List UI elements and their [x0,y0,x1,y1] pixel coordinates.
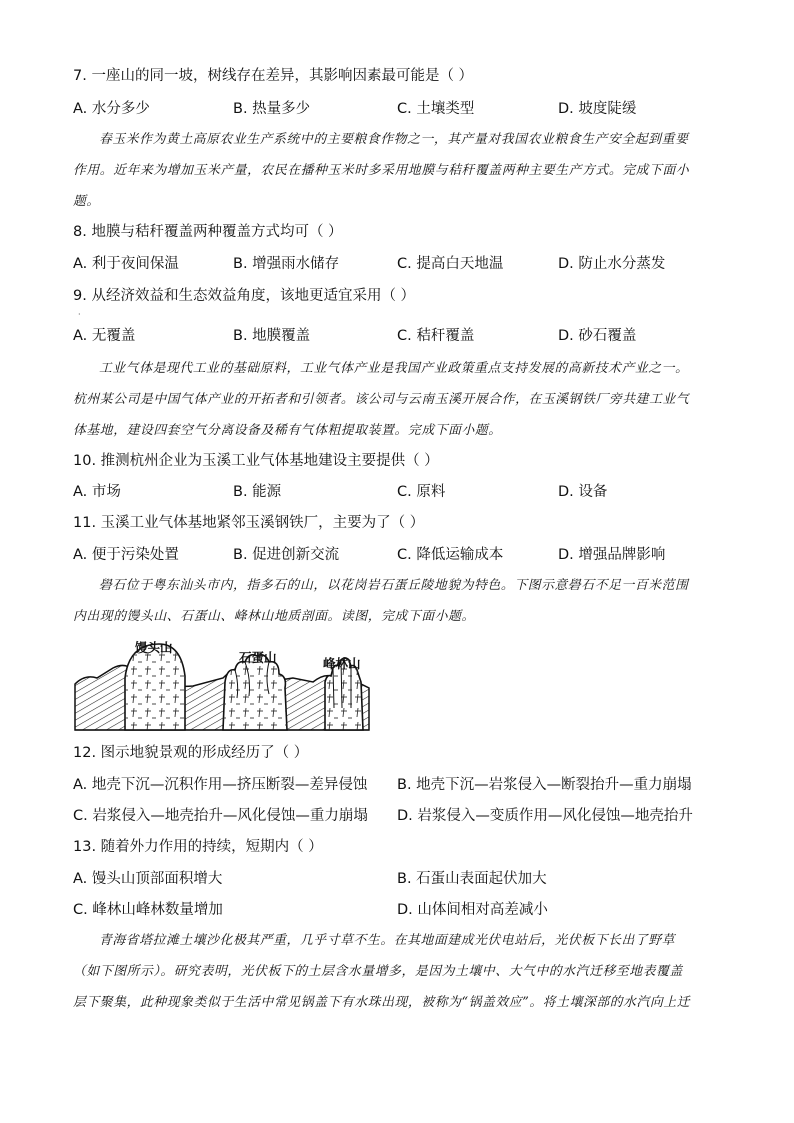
option-c: C. 秸秆覆盖 [397,328,475,344]
option-a: A. 地壳下沉—沉积作用—挤压断裂—差异侵蚀 [73,777,368,793]
passage-line: 体基地，建设四套空气分离设备及稀有气体粗提取装置。完成下面小题。 [73,423,502,438]
passage-industrial-gas [73,353,723,446]
passage-line: 内出现的馒头山、石蛋山、峰林山地质剖面。读图，完成下面小题。 [73,609,475,624]
option-a: A. 无覆盖 [73,328,136,344]
question-9-options [73,326,753,346]
option-b: B. 地膜覆盖 [233,328,311,344]
option-b: B. 增强雨水储存 [233,256,340,272]
profile-drawing [73,638,373,736]
option-c: C. 提高白天地温 [397,256,504,272]
passage-line: 杭州某公司是中国气体产业的开拓者和引领者。该公司与云南玉溪开展合作，在玉溪钢铁厂旁共建工业气 [73,392,690,407]
option-b: B. 石蛋山表面起伏加大 [397,871,547,887]
question-11-stem: 11. 玉溪工业气体基地紧邻玉溪钢铁厂，主要为了（ ） [73,515,425,531]
option-a: A. 便于污染处置 [73,547,179,563]
option-c: C. 峰林山峰林数量增加 [73,902,223,918]
option-d: D. 岩浆侵入—变质作用—风化侵蚀—地壳抬升 [397,808,693,824]
question-7-stem: 7. 一座山的同一坡，树线存在差异，其影响因素最可能是（ ） [73,68,474,84]
option-b: B. 能源 [233,484,282,500]
passage-line: 作用。近年来为增加玉米产量，农民在播种玉米时多采用地膜与秸秆覆盖两种主要生产方式。完成下面小 [73,163,690,178]
question-7-options [73,99,753,119]
label-shidan-shan: 石蛋山 [239,650,277,665]
question-12-options-row1 [73,775,753,795]
question-13-stem: 13. 随着外力作用的持续，短期内（ ） [73,839,323,855]
question-13-options-row1 [73,869,753,889]
option-c: C. 土壤类型 [397,101,475,117]
label-mantou-shan: 馒头山 [135,640,173,655]
label-fenglin-shan: 峰林山 [323,656,361,671]
option-d: D. 山体间相对高差减小 [397,902,548,918]
question-12-options-row2 [73,806,753,826]
question-11-options [73,545,753,565]
option-a: A. 市场 [73,484,121,500]
passage-corn-mulching [73,124,723,217]
passage-pot-lid-effect [73,925,723,1018]
option-b: B. 促进创新交流 [233,547,340,563]
option-a: A. 利于夜间保温 [73,256,179,272]
passage-line: 工业气体是现代工业的基础原料，工业气体产业是我国产业政策重点支持发展的高新技术产业之一。 [99,361,689,376]
passage-line: 题。 [73,194,100,209]
option-d: D. 增强品牌影响 [558,547,666,563]
passage-queshi-landform [73,570,723,632]
option-c: C. 降低运输成本 [397,547,504,563]
option-d: D. 砂石覆盖 [558,328,637,344]
option-c: C. 原料 [397,484,446,500]
passage-line: 青海省塔拉滩土壤沙化极其严重，几乎寸草不生。在其地面建成光伏电站后，光伏板下长出了野草 [99,933,676,948]
passage-line: 礐石位于粤东汕头市内，指多石的山，以花岗岩石蛋丘陵地貌为特色。下图示意礐石不足一百米范围 [99,578,689,593]
option-d: D. 防止水分蒸发 [558,256,666,272]
stray-mark: · [78,310,81,319]
question-10-stem: 10. 推测杭州企业为玉溪工业气体基地建设主要提供（ ） [73,453,439,469]
option-b: B. 热量多少 [233,101,311,117]
passage-line: 春玉米作为黄土高原农业生产系统中的主要粮食作物之一，其产量对我国农业粮食生产安全起到重要 [99,132,689,147]
passage-line: （如下图所示）。研究表明，光伏板下的土层含水量增多，是因为土壤中、大气中的水汽迁移至地表覆盖 [73,964,683,979]
passage-line: 层下聚集，此种现象类似于生活中常见锅盖下有水珠出现，被称为“锅盖效应”。将土壤深部的水汽向上迁 [73,995,691,1010]
question-9-stem: 9. 从经济效益和生态效益角度，该地更适宜采用（ ） [73,288,416,304]
geologic-profile-figure [73,638,373,736]
option-d: D. 设备 [558,484,608,500]
option-b: B. 地壳下沉—岩浆侵入—断裂抬升—重力崩塌 [397,777,692,793]
question-8-options [73,254,753,274]
question-13-options-row2 [73,900,753,920]
question-12-stem: 12. 图示地貌景观的形成经历了（ ） [73,745,309,761]
option-c: C. 岩浆侵入—地壳抬升—风化侵蚀—重力崩塌 [73,808,368,824]
question-8-stem: 8. 地膜与秸秆覆盖两种覆盖方式均可（ ） [73,224,343,240]
option-d: D. 坡度陡缓 [558,101,637,117]
option-a: A. 馒头山顶部面积增大 [73,871,223,887]
option-a: A. 水分多少 [73,101,150,117]
question-10-options [73,482,753,502]
